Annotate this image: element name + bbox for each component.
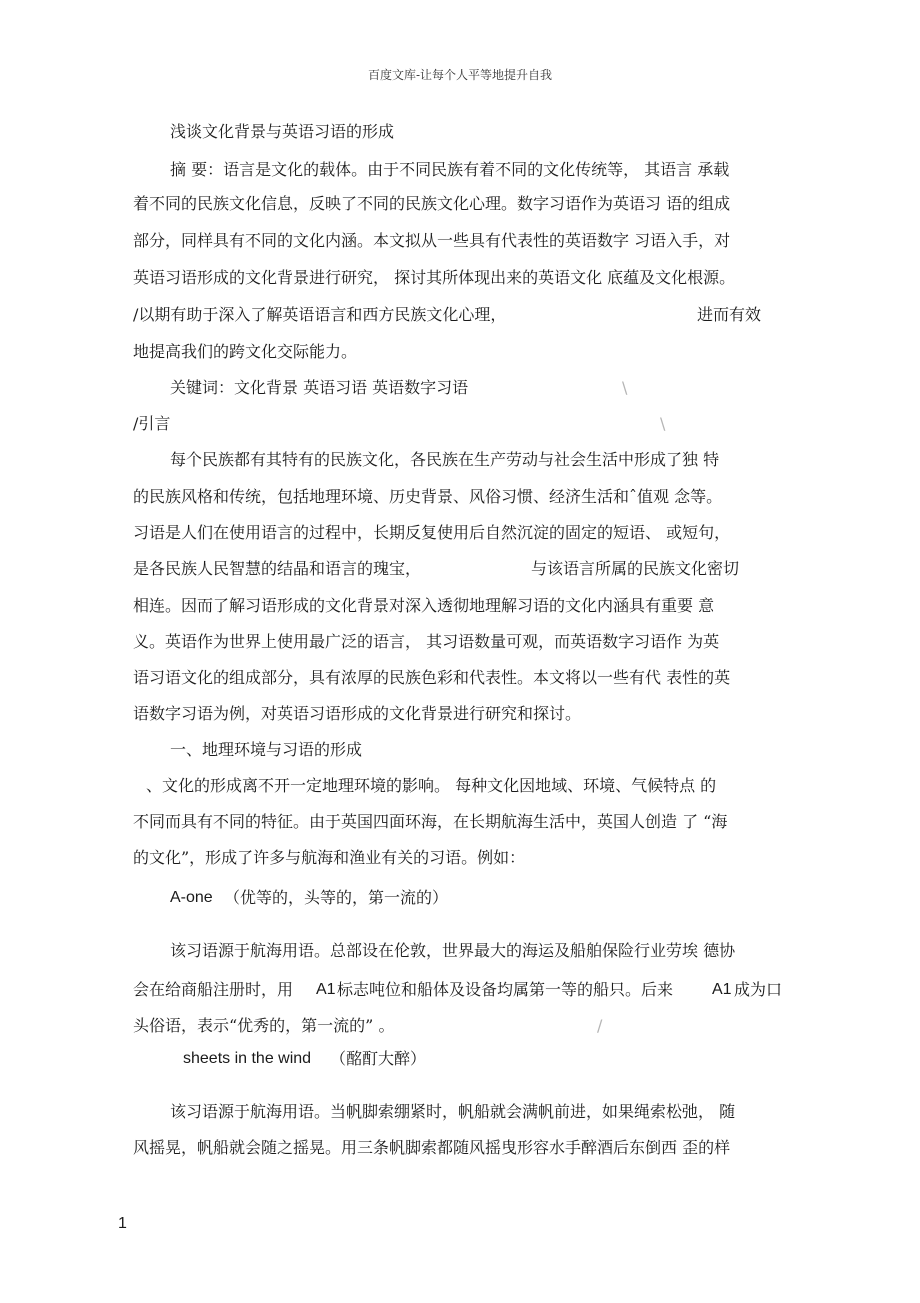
keywords: 关键词：文化背景 英语习语 英语数字习语 [170, 378, 469, 397]
body-line: 每个民族都有其特有的民族文化，各民族在生产劳动与社会生活中形成了独 特 [170, 450, 720, 469]
abstract-line: 着不同的民族文化信息，反映了不同的民族文化心理。数字习语作为英语习 语的组成 [133, 194, 731, 213]
body-line: 该习语源于航海用语。当帆脚索绷紧时，帆船就会满帆前进，如果绳索松弛， 随 [170, 1102, 736, 1121]
body-line: 语习语文化的组成部分，具有浓厚的民族色彩和代表性。本文将以一些有代 表性的英 [133, 668, 731, 687]
body-line-fragment: 与该语言所属的民族文化密切 [531, 559, 740, 578]
body-line: 语数字习语为例，对英语习语形成的文化背景进行研究和探讨。 [133, 704, 582, 723]
body-line-fragment: 成为口 [734, 980, 783, 999]
idiom-term: sheets in the wind [183, 1050, 312, 1067]
section-heading-intro: /引言 [133, 414, 171, 433]
idiom-meaning: （酩酊大醉） [330, 1049, 427, 1068]
page-header: 百度文库-让每个人平等地提升自我 [367, 68, 553, 82]
body-line: 头俗语，表示“优秀的，第一流的” 。 [133, 1016, 395, 1035]
idiom-meaning: （优等的，头等的，第一流的） [224, 888, 449, 907]
article-title: 浅谈文化背景与英语习语的形成 [170, 122, 395, 141]
page-number: 1 [118, 1215, 127, 1232]
body-line: 习语是人们在使用语言的过程中，长期反复使用后自然沉淀的固定的短语、 或短句， [133, 523, 731, 542]
idiom-term: A-one [170, 889, 213, 906]
body-line-fragment: 标志吨位和船体及设备均属第一等的船只。后来 [337, 980, 674, 999]
inline-term: A1 [316, 981, 336, 998]
body-line: 会在给商船注册时，用 [133, 980, 294, 999]
body-line: 该习语源于航海用语。总部设在伦敦，世界最大的海运及船舶保险行业劳埃 德协 [170, 941, 736, 960]
body-line: 不同而具有不同的特征。由于英国四面环海，在长期航海生活中，英国人创造 了 “海 [133, 812, 728, 831]
abstract-line: 地提高我们的跨文化交际能力。 [133, 342, 358, 361]
body-line: 、文化的形成离不开一定地理环境的影响。 每种文化因地域、环境、气候特点 的 [146, 776, 717, 795]
abstract-line-fragment: 进而有效 [697, 305, 762, 324]
abstract-line: /以期有助于深入了解英语语言和西方民族文化心理， [133, 305, 507, 324]
body-line: 义。英语作为世界上使用最广泛的语言， 其习语数量可观，而英语数字习语作 为英 [133, 632, 720, 651]
body-line: 风摇晃，帆船就会随之摇晃。用三条帆脚索都随风摇曳形容水手醉酒后东倒西 歪的样 [133, 1138, 731, 1157]
body-line: 相连。因而了解习语形成的文化背景对深入透彻地理解习语的文化内涵具有重要 意 [133, 596, 715, 615]
inline-term: A1 [712, 981, 732, 998]
stray-mark: \ [622, 378, 628, 397]
stray-mark: / [597, 1016, 603, 1035]
body-line: 的民族风格和传统，包括地理环境、历史背景、风俗习惯、经济生活和ˆ值观 念等。 [133, 487, 723, 506]
stray-mark: \ [660, 414, 666, 433]
abstract-line: 部分，同样具有不同的文化内涵。本文拟从一些具有代表性的英语数字 习语入手，对 [133, 231, 731, 250]
abstract-line: 摘 要：语言是文化的载体。由于不同民族有着不同的文化传统等， 其语言 承载 [170, 160, 730, 179]
abstract-line: 英语习语形成的文化背景进行研究， 探讨其所体现出来的英语文化 底蕴及文化根源。 [133, 268, 736, 287]
section-heading-geography: 一、地理环境与习语的形成 [170, 740, 363, 759]
body-line: 的文化”，形成了许多与航海和渔业有关的习语。例如： [133, 848, 526, 867]
body-line: 是各民族人民智慧的结晶和语言的瑰宝， [133, 559, 422, 578]
